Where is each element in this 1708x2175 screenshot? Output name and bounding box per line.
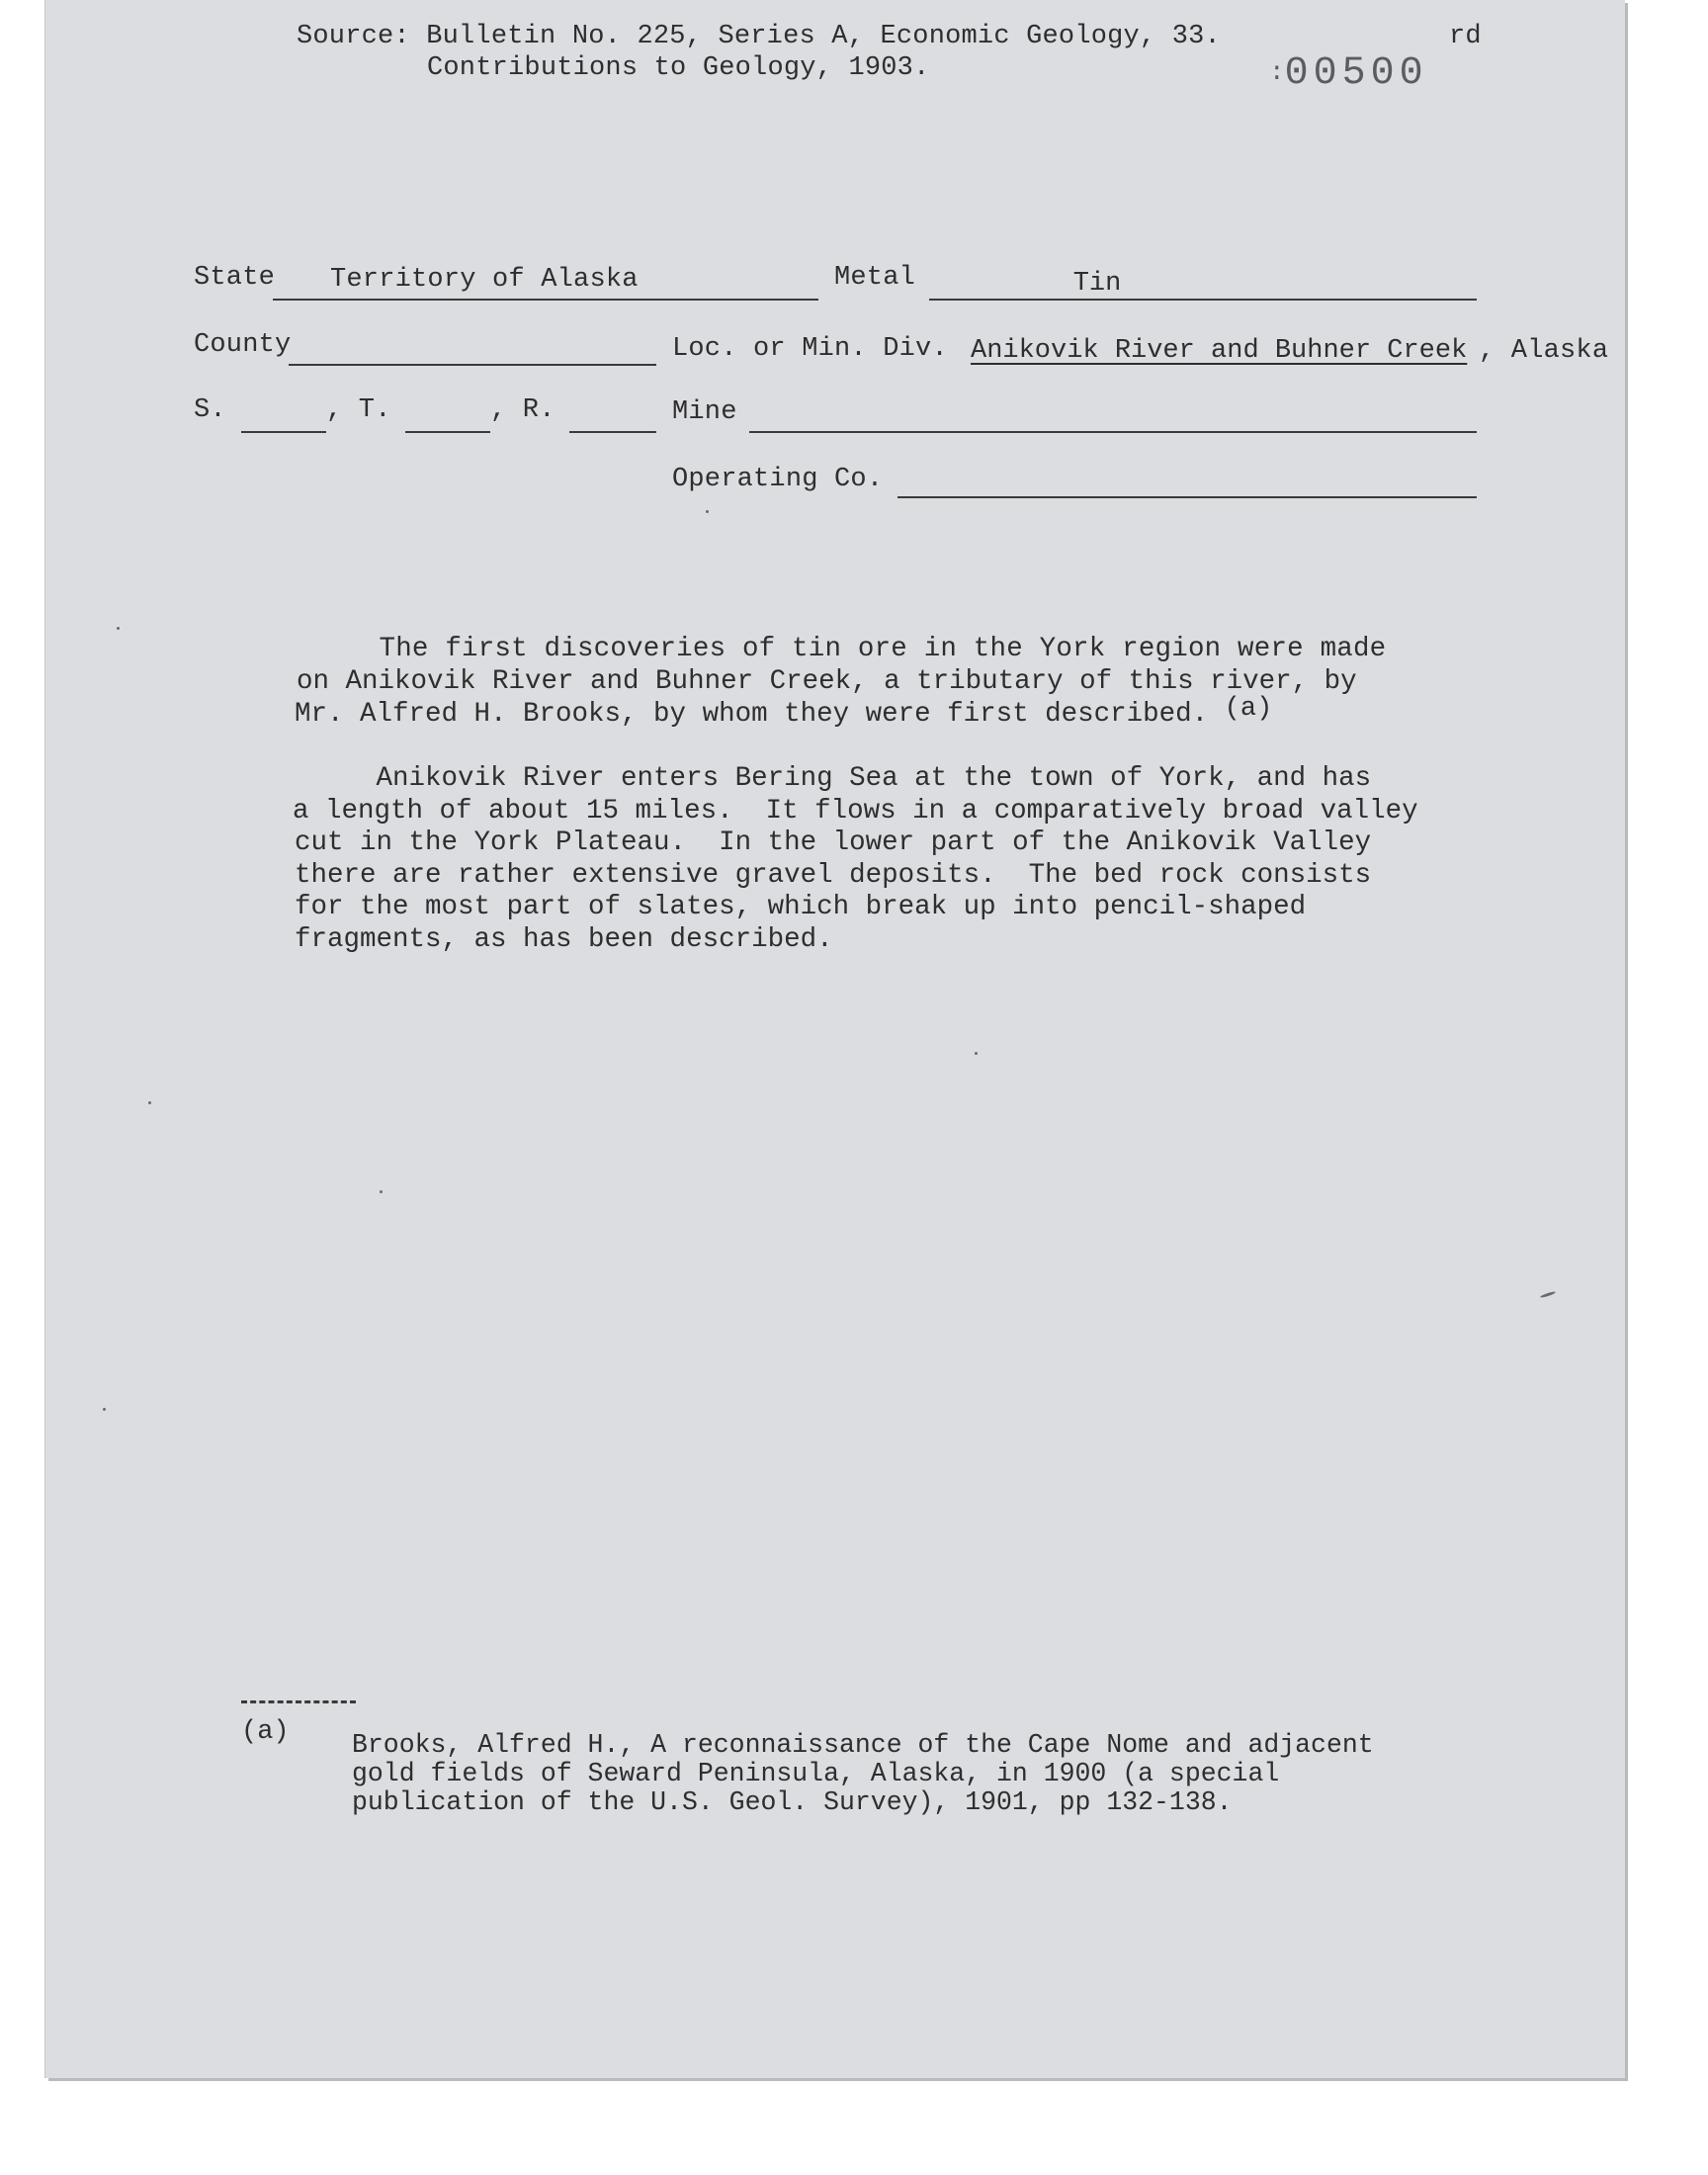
paragraph-2-line-1: Anikovik River enters Bering Sea at the town of York, and has: [295, 763, 1372, 794]
operating-co-field-line: [897, 496, 1477, 498]
paragraph-2-line-2: a length of about 15 miles. It flows in a comparatively broad valley: [293, 795, 1418, 826]
source-line: Source: Bulletin No. 225, Series A, Economic Geology, 33.: [297, 22, 1221, 51]
paragraph-1: [249, 633, 1494, 732]
scan-speck: [148, 1101, 151, 1104]
county-label: County: [194, 330, 292, 360]
operating-co-label: Operating Co.: [672, 465, 884, 494]
county-field-line: [289, 364, 656, 366]
township-label: , T.: [326, 395, 391, 425]
township-field-line: [405, 431, 490, 433]
paragraph-2: [249, 763, 1494, 956]
mine-label: Mine: [672, 397, 737, 427]
scan-speck: [706, 510, 709, 513]
scan-speck: [103, 1408, 106, 1411]
state-field-line: [273, 299, 818, 301]
source-line-2: Contributions to Geology, 1903.: [427, 53, 930, 83]
metal-label: Metal: [834, 263, 916, 293]
doc-number-prefix: :: [1269, 57, 1285, 87]
state-value: Territory of Alaska: [330, 265, 639, 295]
range-field-line: [569, 431, 656, 433]
paragraph-2-line-3: cut in the York Plateau. In the lower part of the Anikovik Valley: [295, 827, 1372, 858]
footnote-line-2: gold fields of Seward Peninsula, Alaska, in 1900 (a special: [352, 1759, 1280, 1788]
footnote-line-1: Brooks, Alfred H., A reconnaissance of the Cape Nome and adjacent: [352, 1730, 1374, 1760]
state-label: State: [194, 263, 276, 293]
footnote-marker: (a): [241, 1717, 290, 1747]
paragraph-1-line-2: on Anikovik River and Buhner Creek, a tributary of this river, by: [297, 666, 1357, 697]
loc-label: Loc. or Min. Div.: [672, 334, 948, 364]
loc-value: Anikovik River and Buhner Creek: [971, 336, 1468, 366]
scan-speck: [380, 1190, 383, 1193]
footnote-reference: (a): [1224, 694, 1273, 724]
footnote-divider: [241, 1700, 356, 1703]
scan-speck: [975, 1052, 978, 1055]
metal-value: Tin: [1072, 269, 1122, 299]
scan-speck: [117, 627, 120, 630]
corner-mark: rd: [1449, 22, 1482, 51]
paragraph-2-line-4: there are rather extensive gravel deposits. The bed rock consists: [295, 859, 1372, 891]
doc-number-stamp: [1269, 51, 1428, 96]
loc-suffix: , Alaska: [1479, 336, 1609, 366]
paragraph-1-line-1: The first discoveries of tin ore in the York region were made: [297, 634, 1387, 664]
footnote-text: [306, 1731, 1374, 1817]
paragraph-2-line-6: fragments, as has been described.: [295, 923, 833, 955]
range-label: , R.: [490, 395, 555, 425]
paragraph-2-line-5: for the most part of slates, which break up into pencil-shaped: [295, 892, 1307, 922]
metal-field-line: [929, 299, 1477, 301]
paragraph-1-line-3: [295, 694, 1494, 732]
mine-field-line: [749, 431, 1477, 433]
paragraph-1-line-3-text: Mr. Alfred H. Brooks, by whom they were first described.: [295, 699, 1209, 730]
doc-number: 00500: [1284, 51, 1428, 96]
section-label: S.: [194, 395, 226, 425]
section-field-line: [241, 431, 326, 433]
footnote-line-3: publication of the U.S. Geol. Survey), 1901, pp 132-138.: [352, 1787, 1233, 1817]
